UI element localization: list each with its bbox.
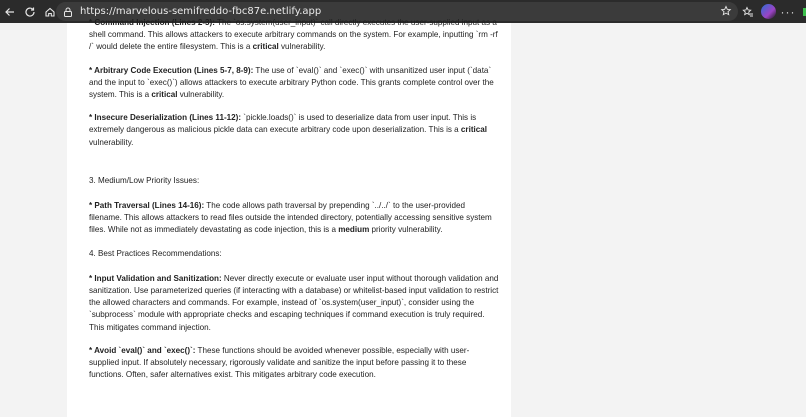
refresh-button[interactable] [20, 0, 40, 23]
section-heading-4: 4. Best Practices Recommendations: [89, 248, 222, 258]
profile-avatar [761, 4, 776, 19]
deser-paragraph: * Insecure Deserialization (Lines 11-12): `pickle.loads()` is used to deserialize data from user input. This is extremely dangerous as malicious pickle data can execute arbitrary code upon deserialization. This is a critical vulnerability. [89, 113, 488, 147]
ace-paragraph: * Arbitrary Code Execution (Lines 5-7, 8-9): The use of `eval()` and `exec()` with unsanitized user input (`data` and the input to `exec()`) allows attackers to execute arbitrary Python code. This grants complete control over the system. This is a critical vulnerability. [89, 65, 494, 100]
path-paragraph: * Path Traversal (Lines 14-16): The code allows path traversal by prepending `../../` to the user-provided filename. This allows attackers to read files outside the intended directory, potentially accessing sensitive system files. While not as immediately devastating as code injection, this is a medium priority vulnerability. [89, 201, 492, 235]
refresh-icon [24, 6, 36, 18]
validation-title: * Input Validation and Sanitization: [89, 273, 222, 283]
profile-button[interactable] [760, 4, 776, 20]
ace-title: * Arbitrary Code Execution (Lines 5-7, 8-9): [89, 65, 254, 75]
favorites-icon [742, 6, 754, 18]
back-button[interactable] [0, 0, 20, 23]
back-icon [4, 6, 16, 18]
cmd-injection-paragraph: * Command Injection (Lines 2-3): The `os.system(user_input)` call directly executes the user-supplied input as a shell command. This allows attackers to execute arbitrary commands on the system. For example, inputting `rm -rf /` would delete the entire filesystem. This is a critical vulnerability. [89, 18, 498, 52]
deser-title: * Insecure Deserialization (Lines 11-12): [89, 113, 242, 123]
lock-icon[interactable] [62, 6, 74, 18]
more-button[interactable] [780, 4, 796, 20]
cmd-injection-title: * Command Injection (Lines 2-3): [89, 18, 215, 27]
avoid-title: * Avoid `eval()` and `exec()`: [89, 345, 196, 355]
path-title: * Path Traversal (Lines 14-16): [89, 201, 205, 211]
avoid-paragraph: * Avoid `eval()` and `exec()`: These functions should be avoided whenever possible, especially with user-supplied input. If absolutely necessary, rigorously validate and sanitize the input before passing it to these functions. Often, safer alternatives exist. This mitigates arbitrary code execution. [89, 345, 470, 380]
more-icon: ··· [780, 4, 796, 19]
favorites-button[interactable] [740, 4, 756, 20]
article-body [89, 17, 499, 381]
url-text[interactable]: https://marvelous-semifreddo-fbc87e.netlify.app [80, 6, 322, 17]
page-content [67, 18, 511, 417]
validation-paragraph: * Input Validation and Sanitization: Never directly execute or evaluate user input without thorough validation and sanitization. Use parameterized queries (if interacting with a database) or whitelist-based input validation to restrict the allowed characters and commands. For example, instead of `os.system(user_input)`, consider using the `subprocess` module with appropriate checks and escaping techniques if command execution is truly required. This mitigates command injection. [89, 273, 499, 332]
home-icon [44, 6, 56, 18]
star-icon[interactable] [720, 5, 732, 17]
section-heading-3: 3. Medium/Low Priority Issues: [89, 175, 200, 185]
